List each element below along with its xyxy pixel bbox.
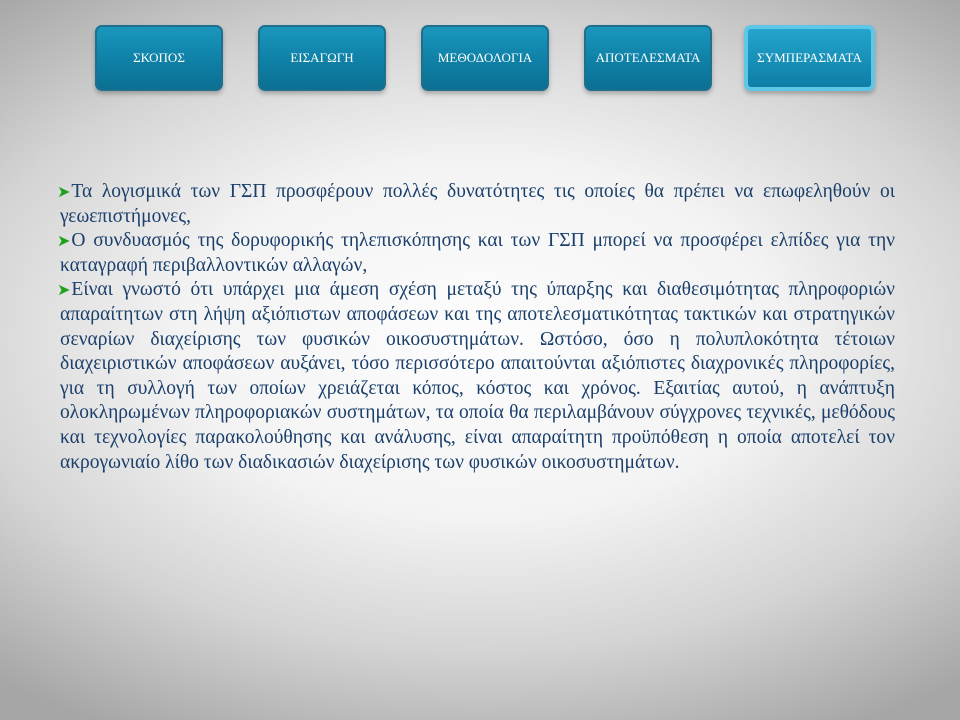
navigation-bar [95,25,875,91]
green-arrow-bullet-icon: ➤ [57,182,71,201]
nav-button-symperasmata[interactable]: ΣΥΜΠΕΡΑΣΜΑΤΑ [744,25,875,91]
green-arrow-bullet-icon: ➤ [57,280,71,300]
green-arrow-bullet-icon: ➤ [57,231,71,251]
bullet-paragraph [57,278,895,475]
paragraph-text: Ο συνδυασμός της δορυφορικής τηλεπισκόπησης και των ΓΣΠ μπορεί να προσφέρει ελπίδες για την καταγραφή περιβαλλοντικών αλλαγών, [60,230,895,276]
nav-button-apotelesmata[interactable]: ΑΠΟΤΕΛΕΣΜΑΤΑ [584,25,712,91]
bullet-paragraph [57,229,895,278]
nav-button-skopos[interactable]: ΣΚΟΠΟΣ [95,25,223,91]
bullet-paragraph [57,180,895,229]
nav-button-eisagogi[interactable]: ΕΙΣΑΓΩΓΗ [258,25,386,91]
conclusions-text [57,180,895,475]
nav-button-methodologia[interactable]: ΜΕΘΟΔΟΛΟΓΙΑ [421,25,549,91]
paragraph-text: Είναι γνωστό ότι υπάρχει μια άμεση σχέση μεταξύ της ύπαρξης και διαθεσιμότητας πληροφοριών απαραίτητων στη λήψη αξιόπιστων αποφάσεων και της αποτελεσματικότητας τακτικών και στρατηγικών σεναρίων διαχείρισης των φυσικών οικοσυστημάτων. Ωστόσο, όσο η πολυπλοκότητα τέτοιων διαχειριστικών αποφάσεων αυξάνει, τόσο περισσότερο απαιτούνται αξιόπιστες διαχρονικές πληροφορίες, για τη συλλογή των οποίων χρειάζεται κόπος, κόστος και χρόνος. Εξαιτίας αυτού, η ανάπτυξη ολοκληρωμένων πληροφοριακών συστημάτων, τα οποία θα περιλαμβάνουν σύγχρονες τεχνικές, μεθόδους και τεχνολογίες παρακολούθησης και ανάλυσης, είναι απαραίτητη προϋπόθεση η οποία αποτελεί τον ακρογωνιαίο λίθο των διαδικασιών διαχείρισης των φυσικών οικοσυστημάτων. [60,279,895,473]
paragraph-text: Τα λογισμικά των ΓΣΠ προσφέρουν πολλές δυνατότητες τις οποίες θα πρέπει να επωφεληθούν οι γεωεπιστήμονες, [60,181,895,227]
